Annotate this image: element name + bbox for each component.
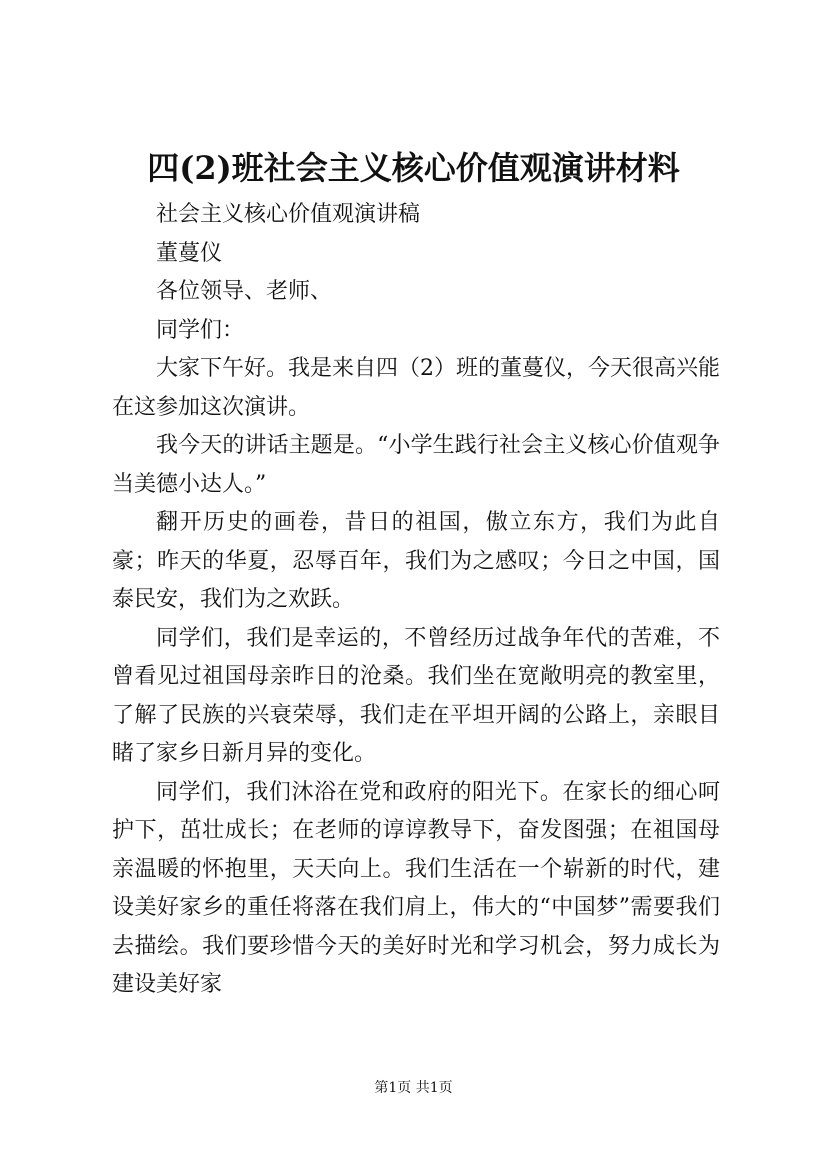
paragraph-greeting-1: 各位领导、老师、 <box>156 279 333 304</box>
paragraph: 同学们，我们沐浴在党和政府的阳光下。在家长的细心呵护下，茁壮成长；在老师的谆谆教导下，奋发图强；在祖国母亲温暖的怀抱里，天天向上。我们生活在一个崭新的时代，建设美好家乡的重任将落在我们肩上，伟大的“中国梦”需要我们去描绘。我们要珍惜今天的美好时光和学习机会，努力成长为建设美好家 <box>112 779 720 997</box>
paragraph-author: 董蔓仪 <box>156 240 223 266</box>
document-body <box>112 196 720 1005</box>
paragraph: 大家下午好。我是来自四（2）班的董蔓仪，今天很高兴能在这参加这次演讲。 <box>112 356 720 420</box>
document-title: 四(2)班社会主义核心价值观演讲材料 <box>147 149 680 187</box>
page-footer: 第1页 共1页 <box>374 1080 453 1096</box>
paragraph: 我今天的讲话主题是。“小学生践行社会主义核心价值观争当美德小达人。” <box>112 433 720 497</box>
paragraph: 翻开历史的画卷，昔日的祖国，傲立东方，我们为此自豪；昨天的华夏，忍辱百年，我们为之感叹；今日之中国，国泰民安，我们为之欢跃。 <box>112 510 720 612</box>
paragraph-subtitle: 社会主义核心价值观演讲稿 <box>156 202 421 227</box>
paragraph: 同学们，我们是幸运的，不曾经历过战争年代的苦难，不曾看见过祖国母亲昨日的沧桑。我们坐在宽敞明亮的教室里，了解了民族的兴衰荣辱，我们走在平坦开阔的公路上，亲眼目睹了家乡日新月异的变化。 <box>112 625 720 766</box>
paragraph-greeting-2: 同学们： <box>156 317 245 343</box>
